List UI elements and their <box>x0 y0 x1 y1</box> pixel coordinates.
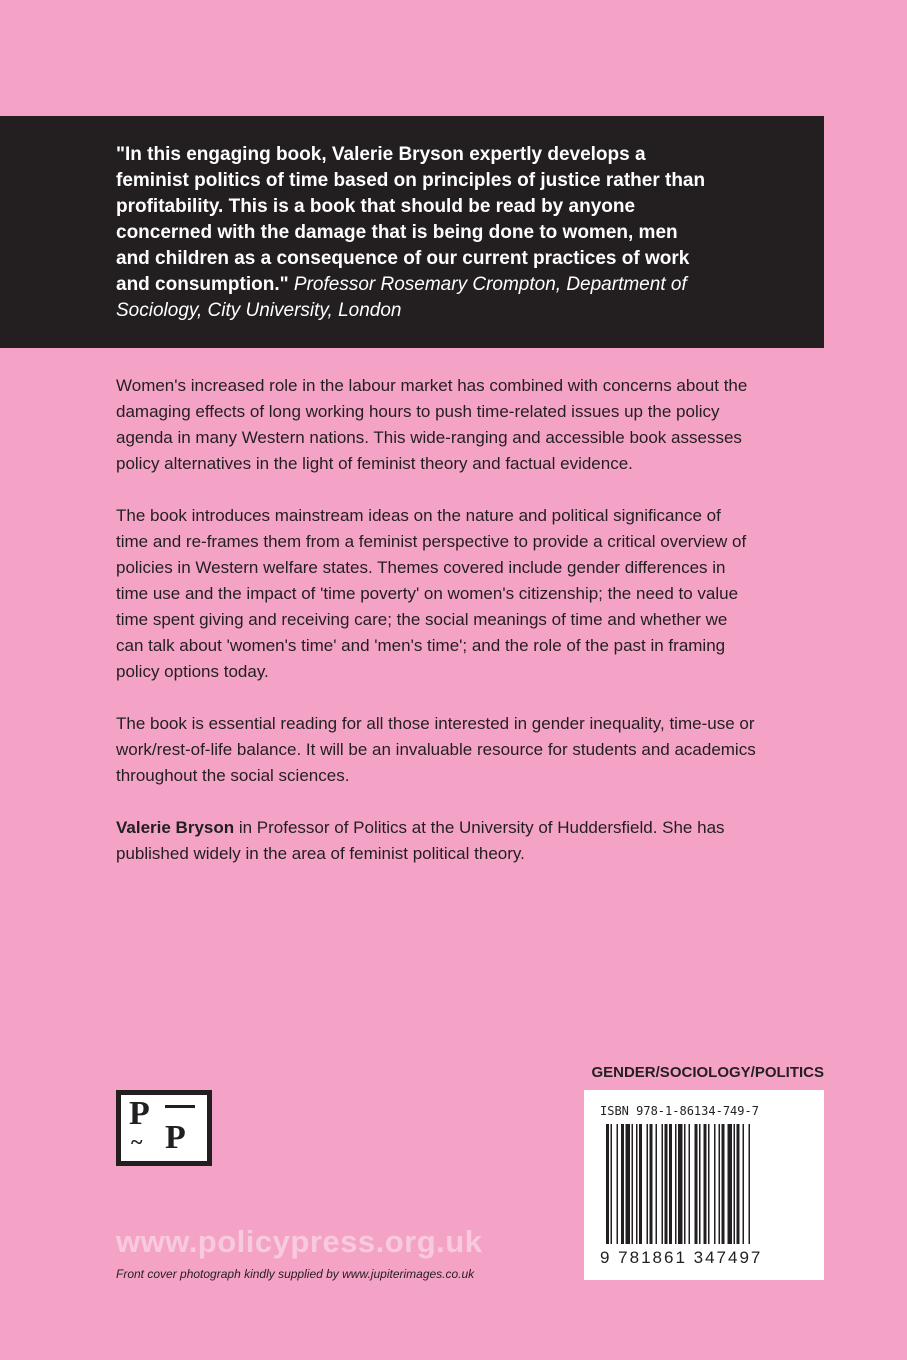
author-name: Valerie Bryson <box>116 818 235 837</box>
quote-text: "In this engaging book, Valerie Bryson expertly develops a feminist politics of time based on principles of justice rather than profitability. This is a book that should be read by anyone concerned with the damage that is being done to women, men and children as a consequence of our current practices of work and consumption." <box>116 144 706 295</box>
barcode-digits: 9 781861 347497 <box>600 1248 763 1267</box>
description-paragraph-3: The book is essential reading for all those interested in gender inequality, time-use or work/rest-of-life balance. It will be an invaluable resource for students and academics throughout the social sciences. <box>116 714 756 785</box>
barcode-icon <box>600 1124 820 1248</box>
author-bio <box>116 815 756 867</box>
publisher-website: www.policypress.org.uk <box>116 1224 483 1259</box>
endorsement-quote <box>116 142 716 324</box>
book-description <box>116 373 756 893</box>
description-paragraph-1: Women's increased role in the labour market has combined with concerns about the damaging effects of long working hours to push time-related issues up the policy agenda in many Western nations. This wide-ranging and accessible book assesses policy alternatives in the light of feminist theory and factual evidence. <box>116 376 748 473</box>
quote-attribution: Professor Rosemary Crompton, Department of Sociology, City University, London <box>116 274 687 321</box>
isbn-label: ISBN 978-1-86134-749-7 <box>600 1104 759 1118</box>
description-paragraph-2: The book introduces mainstream ideas on the nature and political significance of time and re-frames them from a feminist perspective to provide a critical overview of policies in Western welfare states. Themes covered include gender differences in time use and the impact of 'time poverty' on women's citizenship; the need to value time spent giving and receiving care; the social meanings of time and whether we can talk about 'women's time' and 'men's time'; and the role of the past in framing policy options today. <box>116 506 747 681</box>
category-label: GENDER/SOCIOLOGY/POLITICS <box>591 1064 824 1081</box>
photo-credit: Front cover photograph kindly supplied by www.jupiterimages.co.uk <box>116 1267 475 1281</box>
author-bio-text: in Professor of Politics at the University of Huddersfield. She has published widely in the area of feminist political theory. <box>116 818 725 863</box>
policy-press-logo-icon: P ~ P <box>116 1090 212 1166</box>
